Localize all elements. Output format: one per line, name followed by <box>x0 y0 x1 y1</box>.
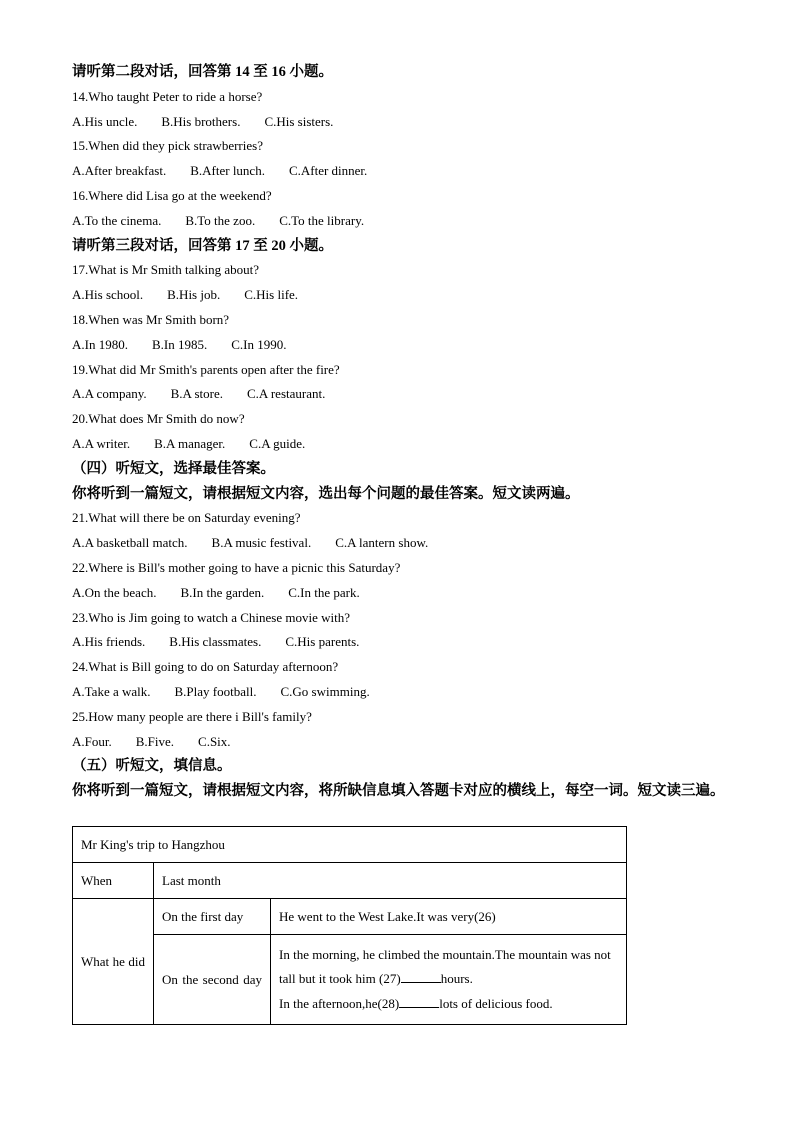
options-20 <box>72 432 732 457</box>
blank-28[interactable] <box>399 995 439 1008</box>
option-c: C.In 1990. <box>231 336 287 352</box>
option-b: B.In 1985. <box>151 336 208 352</box>
part5-instruction: 你将听到一篇短文，请根据短文内容，将所缺信息填入答题卡对应的横线上，每空一词。短文读三遍。 <box>72 783 725 800</box>
option-b: B.His job. <box>167 287 221 303</box>
option-b: B.A store. <box>170 386 223 402</box>
option-a: A.Four. <box>72 733 112 749</box>
options-14 <box>72 110 732 135</box>
option-a: A.Take a walk. <box>72 683 151 699</box>
question-15: 15.When did they pick strawberries? <box>72 138 263 154</box>
question-18: 18.When was Mr Smith born? <box>72 311 230 327</box>
option-a: A.A basketball match. <box>72 535 188 551</box>
option-b: B.To the zoo. <box>185 212 256 228</box>
question-14: 14.Who taught Peter to ride a horse? <box>72 88 263 104</box>
options-18 <box>72 333 732 358</box>
option-b: B.His classmates. <box>169 634 262 650</box>
option-b: B.His brothers. <box>161 113 241 129</box>
day1-text: He went to the West Lake.It was very(26) <box>271 899 627 935</box>
when-label: When <box>73 863 154 899</box>
option-a: A.A writer. <box>72 435 131 451</box>
option-b: B.Five. <box>135 733 175 749</box>
question-24: 24.What is Bill going to do on Saturday afternoon? <box>72 659 339 675</box>
exam-page <box>72 60 732 804</box>
question-17: 17.What is Mr Smith talking about? <box>72 262 260 278</box>
options-15 <box>72 159 732 184</box>
day2-line1-end: hours. <box>440 971 473 987</box>
option-a: A.His school. <box>72 287 144 303</box>
day2-line1: In the morning, he climbed the mountain.The mountain was not tall but it took him (27) <box>279 946 611 987</box>
question-25: 25.How many people are there i Bill's family? <box>72 708 312 724</box>
option-c: C.After dinner. <box>288 163 368 179</box>
option-c: C.A guide. <box>249 435 306 451</box>
section3-header: 请听第三段对话，回答第 17 至 20 小题。 <box>72 237 333 254</box>
question-21: 21.What will there be on Saturday evening? <box>72 510 301 526</box>
part4-title: （四）听短文，选择最佳答案。 <box>72 460 275 477</box>
options-25 <box>72 730 732 755</box>
day2-line2: In the afternoon,he(28) <box>279 995 400 1011</box>
option-c: C.A restaurant. <box>247 386 326 402</box>
part5-title: （五）听短文，填信息。 <box>72 758 232 775</box>
option-a: A.His uncle. <box>72 113 138 129</box>
option-c: C.His sisters. <box>264 113 334 129</box>
day2-label: On the second day <box>154 935 271 1025</box>
question-19: 19.What did Mr Smith's parents open after the fire? <box>72 361 340 377</box>
question-23: 23.Who is Jim going to watch a Chinese movie with? <box>72 609 351 625</box>
option-c: C.In the park. <box>288 584 360 600</box>
what-label: What he did <box>73 899 154 1025</box>
option-b: B.A music festival. <box>211 535 312 551</box>
option-c: C.Go swimming. <box>280 683 370 699</box>
options-24 <box>72 680 732 705</box>
section2-header: 请听第二段对话，回答第 14 至 16 小题。 <box>72 64 333 80</box>
info-table <box>72 826 627 1025</box>
options-23 <box>72 630 732 655</box>
part4-instruction: 你将听到一篇短文，请根据短文内容，选出每个问题的最佳答案。短文读两遍。 <box>72 485 580 502</box>
option-a: A.On the beach. <box>72 584 157 600</box>
when-value: Last month <box>154 863 627 899</box>
option-a: A.His friends. <box>72 634 146 650</box>
option-c: C.His life. <box>244 287 299 303</box>
option-b: B.In the garden. <box>180 584 265 600</box>
option-a: A.A company. <box>72 386 147 402</box>
option-b: B.After lunch. <box>190 163 265 179</box>
option-a: A.To the cinema. <box>72 212 162 228</box>
table-title: Mr King's trip to Hangzhou <box>73 827 627 863</box>
option-b: B.Play football. <box>174 683 257 699</box>
option-c: C.To the library. <box>279 212 365 228</box>
option-a: A.After breakfast. <box>72 163 167 179</box>
option-c: C.Six. <box>198 733 231 749</box>
day2-line2-end: lots of delicious food. <box>439 995 553 1011</box>
option-c: C.His parents. <box>285 634 360 650</box>
question-16: 16.Where did Lisa go at the weekend? <box>72 187 272 203</box>
option-a: A.In 1980. <box>72 336 128 352</box>
options-19 <box>72 382 732 407</box>
options-22 <box>72 581 732 606</box>
options-21 <box>72 531 732 556</box>
question-20: 20.What does Mr Smith do now? <box>72 411 245 427</box>
question-22: 22.Where is Bill's mother going to have a picnic this Saturday? <box>72 559 401 575</box>
day1-label: On the first day <box>154 899 271 935</box>
option-c: C.A lantern show. <box>335 535 429 551</box>
option-b: B.A manager. <box>154 435 226 451</box>
blank-27[interactable] <box>401 970 441 983</box>
day2-cell <box>271 935 627 1025</box>
options-17 <box>72 283 732 308</box>
options-16 <box>72 209 732 234</box>
